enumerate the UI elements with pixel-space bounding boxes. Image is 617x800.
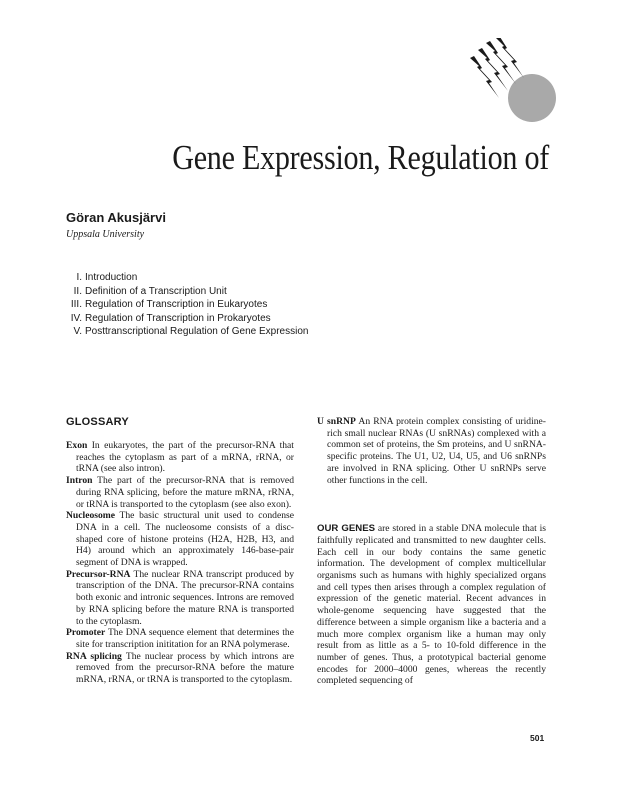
glossary-entry (66, 475, 294, 510)
right-column (317, 416, 546, 697)
toc-text: Regulation of Transcription in Prokaryotes (85, 312, 271, 324)
toc-item (62, 312, 315, 326)
toc-number: IV. (70, 312, 82, 324)
author-affiliation: Uppsala University (66, 229, 145, 240)
toc-number: II. (73, 285, 82, 297)
glossary-term: U snRNP (317, 416, 356, 427)
author-name: Göran Akusjärvi (66, 210, 166, 225)
glossary-entry (66, 510, 294, 569)
glossary-term: RNA splicing (66, 650, 122, 662)
toc-item (62, 285, 315, 299)
glossary-definition: An RNA protein complex consisting of uridine-rich small nuclear RNAs (U snRNAs) complexed with a common set of proteins, the Sm proteins, and U snRNA-specific proteins. The U1, U2, U4, U5, and U6 snRNPs are involved in RNA splicing. Other U snRNPs serve other functions in the cell. (327, 416, 546, 486)
glossary-definition: The basic structural unit used to condense DNA in a cell. The nucleosome consists of a disc-shaped core of histone proteins (H2A, H2B, H3, and H4) around which an approximately 146-base-pair segment of DNA is wrapped. (76, 510, 294, 569)
glossary-definition: The DNA sequence element that determines the site for transcription inititation for an RNA polymerase. (76, 627, 294, 650)
glossary-entry (66, 651, 294, 686)
body-text: are stored in a stable DNA molecule that is faithfully replicated and transmitted to new daughter cells. Each cell in our body contains the same genetic information. The development of complex multicellular organisms such as humans with highly specialized organs and cell types then arises through a complex regulation of expression of the genetic material. Recent advances in whole-genome sequencing have suggested that the difference between a simple organism like a bacteria and a much more complex organism like a human may only result from as little as a 5- to 10-fold difference in the number of genes. Thus, a prototypical bacterial genome encodes for 2000–4000 genes, whereas the recently completed sequencing of (317, 523, 546, 687)
toc-text: Posttranscriptional Regulation of Gene Expression (85, 326, 309, 338)
glossary-entry (66, 440, 294, 475)
toc-item (62, 325, 315, 339)
glossary-term: Nucleosome (66, 510, 116, 522)
article-title: Gene Expression, Regulation of (172, 138, 549, 177)
toc-number: V. (73, 326, 82, 338)
toc-item (62, 298, 315, 312)
body-paragraph (317, 523, 546, 687)
lightning-logo-icon (462, 38, 558, 122)
glossary-entry (66, 627, 294, 650)
glossary-definition: The nuclear RNA transcript produced by transcription of the DNA. The precursor-RNA contains both exonic and intronic sequences. Introns are removed by RNA splicing before the mature RNA is transported to the cytoplasm. (76, 568, 294, 627)
glossary-definition: In eukaryotes, the part of the precursor-RNA that reaches the cytoplasm as part of a mRNA, rRNA, or tRNA (see also intron). (76, 440, 294, 475)
glossary-list-continued (317, 416, 546, 486)
glossary-definition: The nuclear process by which introns are removed from the precursor-RNA before the mature mRNA, rRNA, or tRNA is transported to the cytoplasm. (76, 650, 294, 686)
table-of-contents (62, 271, 315, 339)
glossary-term: Exon (66, 440, 88, 451)
glossary-definition: The part of the precursor-RNA that is removed during RNA splicing, before the mature mRNA, rRNA, or tRNA is transported to the cytoplasm (see also exon). (76, 475, 294, 510)
glossary-term: Promoter (66, 627, 106, 639)
toc-text: Introduction (85, 272, 138, 283)
glossary-entry (317, 416, 546, 486)
toc-text: Regulation of Transcription in Eukaryotes (85, 299, 268, 311)
toc-text: Definition of a Transcription Unit (85, 285, 227, 297)
lead-words: OUR GENES (317, 523, 376, 535)
left-column (66, 416, 294, 686)
toc-number: I. (76, 272, 82, 283)
glossary-term: Precursor-RNA (66, 568, 131, 580)
toc-item (62, 271, 315, 285)
toc-number: III. (70, 299, 82, 311)
page-number: 501 (530, 733, 545, 743)
glossary-heading: GLOSSARY (66, 416, 129, 428)
glossary-entry (66, 569, 294, 628)
glossary-list (66, 440, 294, 686)
glossary-term: Intron (66, 475, 93, 487)
